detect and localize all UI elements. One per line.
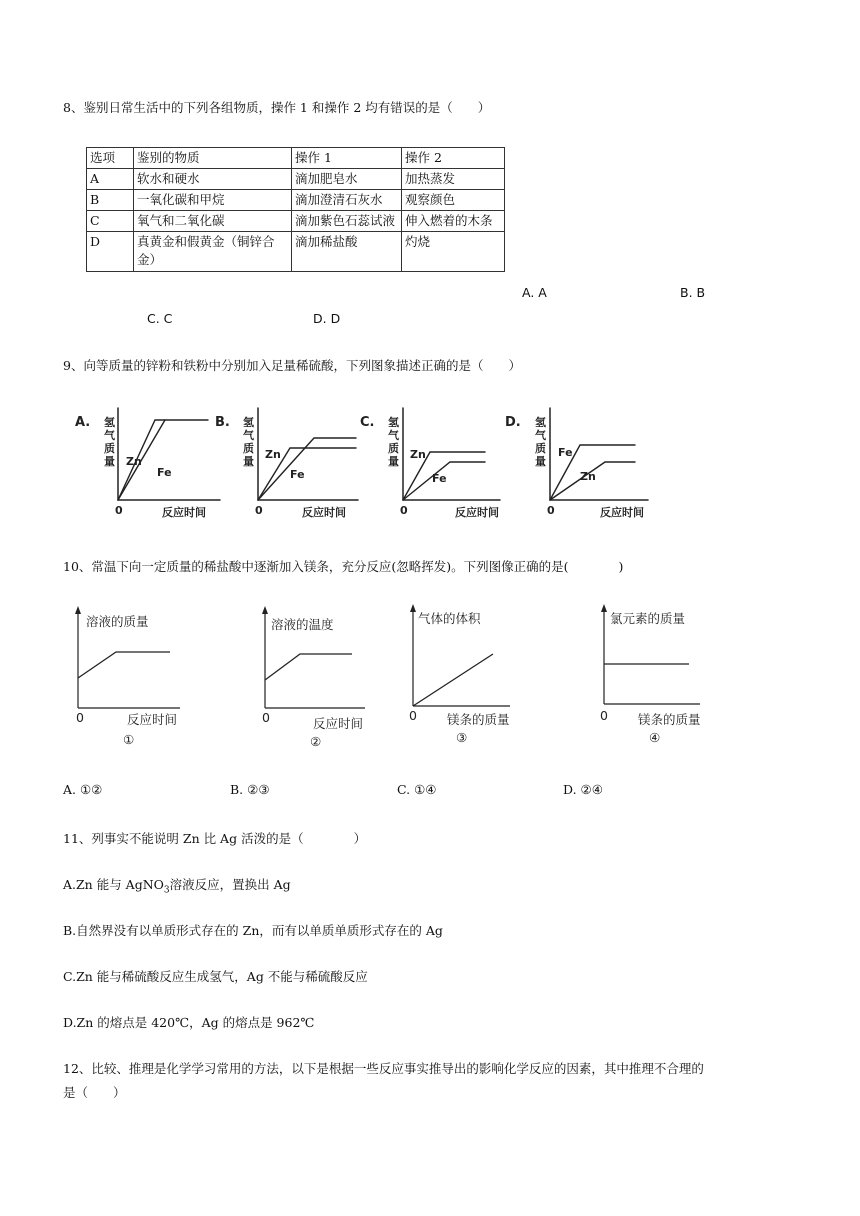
q11-option-c[interactable]: C.Zn 能与稀硫酸反应生成氢气，Ag 不能与稀硫酸反应 (63, 969, 368, 984)
origin-label: 0 (400, 504, 408, 517)
q11-option-d[interactable]: D.Zn 的熔点是 420℃，Ag 的熔点是 962℃ (63, 1015, 315, 1030)
graph-number: ① (123, 732, 135, 747)
table-cell: D (87, 232, 134, 272)
table-cell: 一氧化碳和甲烷 (134, 190, 292, 211)
option-a-text: A.Zn 能与 AgNO (63, 877, 164, 892)
table-cell: 滴加肥皂水 (292, 169, 402, 190)
ylabel-char: 质 (104, 442, 115, 455)
series-label: Fe (290, 468, 305, 481)
q12-stem-line2: 是（ ） (63, 1085, 126, 1100)
table-cell: 真黄金和假黄金（铜锌合金） (134, 232, 292, 272)
ylabel-char: 氢 (388, 416, 399, 429)
graph-ylabel (243, 415, 255, 468)
series-label: Zn (410, 448, 426, 461)
q10-graph-2[interactable] (262, 606, 365, 749)
q9-graph-b[interactable] (215, 408, 358, 519)
origin-label: 0 (255, 504, 263, 517)
q12-stem-line1: 12、比较、推理是化学学习常用的方法，以下是根据一些反应事实推导出的影响化学反应的因素，其中推理不合理的 (63, 1061, 704, 1076)
table-header: 操作 1 (292, 148, 402, 169)
q8-option-c[interactable]: C. C (147, 311, 173, 326)
q9-graph-a[interactable] (75, 408, 220, 519)
table-cell: 伸入燃着的木条 (402, 211, 505, 232)
table-cell: A (87, 169, 134, 190)
q10-option-b[interactable]: B. ②③ (230, 782, 270, 797)
table-cell: 滴加稀盐酸 (292, 232, 402, 272)
xlabel: 镁条的质量 (638, 712, 701, 727)
graph-number: ④ (649, 730, 661, 745)
curve (78, 652, 170, 678)
table-header: 操作 2 (402, 148, 505, 169)
table-header: 鉴别的物质 (134, 148, 292, 169)
curve (265, 654, 352, 680)
table-row (87, 232, 505, 272)
xlabel: 反应时间 (302, 506, 346, 519)
series-label: Fe (558, 446, 573, 459)
q11-option-a[interactable] (63, 875, 291, 896)
table-cell: 滴加紫色石蕊试液 (292, 211, 402, 232)
q10-graph-3[interactable] (409, 604, 510, 745)
q10-option-d[interactable]: D. ②④ (563, 782, 603, 797)
ylabel-char: 量 (104, 455, 115, 468)
y-arrow (410, 604, 416, 612)
table-cell: 软水和硬水 (134, 169, 292, 190)
ylabel-char: 气 (104, 429, 115, 442)
ylabel-char: 质 (243, 442, 254, 455)
origin-label: 0 (115, 504, 123, 517)
ylabel-char: 量 (535, 455, 546, 468)
ylabel-char: 氢 (243, 416, 254, 429)
table-cell: 加热蒸发 (402, 169, 505, 190)
table-header: 选项 (87, 148, 134, 169)
xlabel: 反应时间 (600, 506, 644, 519)
table-cell: B (87, 190, 134, 211)
origin-label: 0 (600, 708, 608, 723)
table-row (87, 190, 505, 211)
q11-option-b[interactable]: B.自然界没有以单质形式存在的 Zn，而有以单质单质形式存在的 Ag (63, 923, 443, 938)
origin-label: 0 (547, 504, 555, 517)
y-arrow (601, 604, 607, 612)
q10-option-c[interactable]: C. ①④ (397, 782, 437, 797)
ylabel-char: 质 (535, 442, 546, 455)
graph-label: D. (505, 415, 521, 430)
q8-option-a[interactable]: A. A (522, 285, 547, 300)
ylabel: 气体的体积 (418, 611, 481, 626)
q8-table (86, 147, 505, 272)
option-a-text-end: 溶液反应，置换出 Ag (169, 877, 291, 892)
q10-graphs (60, 600, 740, 750)
graph-number: ③ (456, 730, 468, 745)
origin-label: 0 (262, 710, 270, 725)
ylabel: 溶液的温度 (271, 617, 334, 632)
xlabel: 镁条的质量 (447, 712, 510, 727)
table-cell: C (87, 211, 134, 232)
table-row (87, 211, 505, 232)
xlabel: 反应时间 (127, 712, 178, 727)
q10-graph-4[interactable] (600, 604, 701, 745)
q8-stem: 8、鉴别日常生活中的下列各组物质，操作 1 和操作 2 均有错误的是（ ） (63, 100, 491, 115)
series-label: Zn (580, 470, 596, 483)
ylabel: 溶液的质量 (86, 614, 149, 629)
q10-stem: 10、常温下向一定质量的稀盐酸中逐渐加入镁条，充分反应(忽略挥发)。下列图像正确的是( ) (63, 559, 624, 574)
table-row (87, 169, 505, 190)
series-label: Fe (157, 466, 172, 479)
graph-label: A. (75, 415, 91, 430)
xlabel: 反应时间 (162, 506, 206, 519)
series-label: Zn (126, 455, 142, 468)
graph-number: ② (310, 734, 322, 749)
ylabel-char: 氢 (535, 416, 546, 429)
q8-option-d[interactable]: D. D (313, 311, 341, 326)
ylabel-char: 气 (535, 429, 546, 442)
q10-graph-1[interactable] (75, 606, 180, 747)
graph-label: C. (360, 415, 375, 430)
ylabel-char: 氢 (104, 416, 115, 429)
ylabel-char: 质 (388, 442, 399, 455)
q11-stem: 11、列事实不能说明 Zn 比 Ag 活泼的是（ ） (63, 831, 367, 846)
ylabel: 氯元素的质量 (610, 611, 686, 626)
series-label: Fe (432, 472, 447, 485)
subscript: 3 (163, 885, 170, 896)
q9-graphs (60, 400, 800, 525)
xlabel: 反应时间 (313, 716, 364, 731)
graph-label: B. (215, 415, 230, 430)
origin-label: 0 (409, 708, 417, 723)
q9-graph-d[interactable] (505, 408, 648, 519)
graph-ylabel (388, 415, 400, 468)
q9-graph-c[interactable] (360, 408, 500, 519)
xlabel: 反应时间 (455, 506, 499, 519)
y-arrow (262, 606, 268, 614)
graph-ylabel (104, 415, 116, 468)
ylabel-char: 量 (388, 455, 399, 468)
series-label: Zn (265, 448, 281, 461)
curve (413, 654, 493, 706)
ylabel-char: 气 (243, 429, 254, 442)
y-arrow (75, 606, 81, 614)
table-header-row (87, 148, 505, 169)
q9-stem: 9、向等质量的锌粉和铁粉中分别加入足量稀硫酸，下列图象描述正确的是（ ） (63, 358, 521, 373)
table-cell: 观察颜色 (402, 190, 505, 211)
table-cell: 灼烧 (402, 232, 505, 272)
q8-option-b[interactable]: B. B (680, 285, 706, 300)
origin-label: 0 (76, 710, 84, 725)
table-cell: 氧气和二氧化碳 (134, 211, 292, 232)
ylabel-char: 量 (243, 455, 254, 468)
graph-ylabel (535, 415, 547, 468)
q10-option-a[interactable]: A. ①② (63, 782, 103, 797)
table-cell: 滴加澄清石灰水 (292, 190, 402, 211)
ylabel-char: 气 (388, 429, 399, 442)
